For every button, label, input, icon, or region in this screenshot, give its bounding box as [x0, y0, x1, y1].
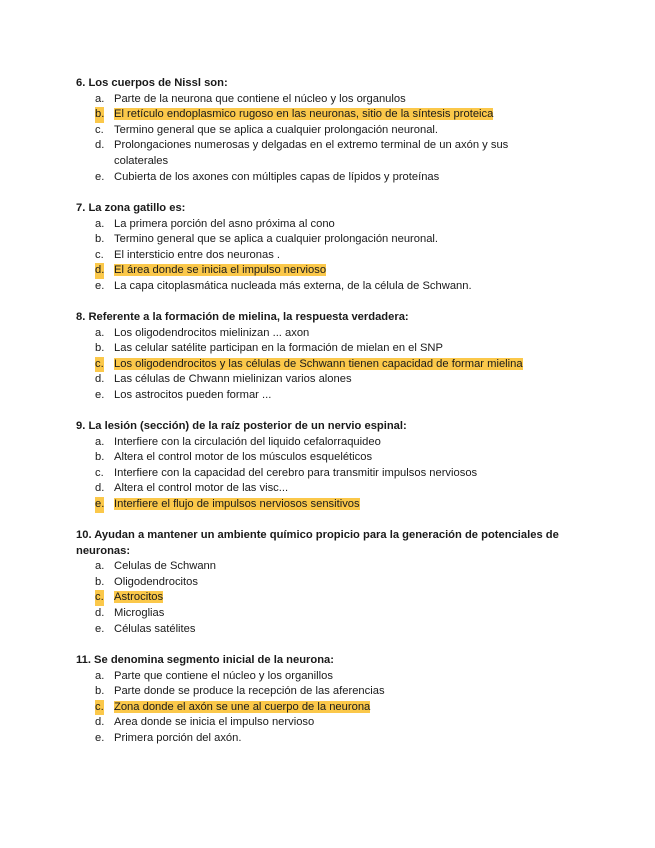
option-text: Cubierta de los axones con múltiples capas de lípidos y proteínas: [114, 170, 440, 183]
option-a: a. Parte que contiene el núcleo y los organillos: [95, 669, 333, 682]
option-d: d. Altera el control motor de las visc...: [95, 482, 289, 495]
question-10: [76, 528, 576, 637]
option-text: Parte donde se produce la recepción de las aferencias: [114, 685, 385, 698]
option-list: [76, 669, 576, 747]
option-list: [76, 435, 576, 513]
question-6: [76, 76, 576, 185]
question-11: [76, 653, 576, 747]
option-text: Interfiere con la capacidad del cerebro para transmitir impulsos nerviosos: [114, 466, 478, 479]
option-b: b. Oligodendrocitos: [95, 575, 198, 588]
option-e: e. La capa citoplasmática nucleada más externa, de la célula de Schwann.: [95, 279, 472, 292]
option-list: [76, 326, 576, 404]
option-text: Los oligodendrocitos mielinizan ... axon: [114, 326, 310, 339]
option-b: b. Parte donde se produce la recepción de las aferencias: [95, 685, 385, 698]
option-e-highlighted: e. Interfiere el flujo de impulsos nerviosos sensitivos: [76, 497, 576, 513]
option-c: c. Termino general que se aplica a cualquier prolongación neuronal.: [95, 123, 439, 136]
option-text: Altera el control motor de los músculos esqueléticos: [114, 451, 373, 464]
option-text: Zona donde el axón se une al cuerpo de la neurona: [114, 700, 371, 713]
option-a: a. Los oligodendrocitos mielinizan ... axon: [95, 326, 310, 339]
question-title: 7. La zona gatillo es:: [76, 202, 186, 214]
option-d: d. Las células de Chwann mielinizan varios alones: [95, 373, 352, 386]
option-a: a. Parte de la neurona que contiene el núcleo y los organulos: [95, 92, 406, 105]
question-title: 11. Se denomina segmento inicial de la neurona:: [76, 654, 335, 666]
option-text: Astrocitos: [114, 591, 164, 604]
option-text: Interfiere el flujo de impulsos nerviosos sensitivos: [114, 497, 360, 510]
option-b: b. Las celular satélite participan en la formación de mielan en el SNP: [95, 342, 443, 355]
option-text: Células satélites: [114, 622, 196, 635]
question-9: [76, 419, 576, 513]
option-list: [76, 559, 576, 637]
option-text: Altera el control motor de las visc...: [114, 482, 289, 495]
question-title: 8. Referente a la formación de mielina, la respuesta verdadera:: [76, 311, 409, 323]
option-a: a. Celulas de Schwann: [95, 560, 216, 573]
option-text: Las celular satélite participan en la formación de mielan en el SNP: [114, 342, 443, 355]
option-text: Primera porción del axón.: [114, 731, 242, 744]
option-c-highlighted: c. Astrocitos: [76, 590, 576, 606]
option-e: e. Células satélites: [95, 622, 196, 635]
option-c: c. El intersticio entre dos neuronas .: [95, 248, 281, 261]
option-b: b. Altera el control motor de los músculos esqueléticos: [95, 451, 373, 464]
option-text: El intersticio entre dos neuronas .: [114, 248, 281, 261]
option-text: Parte de la neurona que contiene el núcleo y los organulos: [114, 92, 406, 105]
option-text: La capa citoplasmática nucleada más externa, de la célula de Schwann.: [114, 279, 472, 292]
option-text: Termino general que se aplica a cualquier prolongación neuronal.: [114, 123, 439, 136]
option-text: Parte que contiene el núcleo y los organillos: [114, 669, 333, 682]
option-text: El área donde se inicia el impulso nervioso: [114, 264, 327, 277]
option-text: Las células de Chwann mielinizan varios alones: [114, 373, 352, 386]
option-text: Los oligodendrocitos y las células de Schwann tienen capacidad de formar mielina: [114, 357, 523, 370]
option-d: d. Microglias: [95, 606, 165, 619]
option-c: c. Interfiere con la capacidad del cerebro para transmitir impulsos nerviosos: [95, 466, 478, 479]
question-title: 6. Los cuerpos de Nissl son:: [76, 77, 228, 89]
option-a: a. Interfiere con la circulación del liquido cefalorraquideo: [95, 435, 381, 448]
option-text: Los astrocitos pueden formar ...: [114, 388, 272, 401]
option-text: Microglias: [114, 606, 165, 619]
option-e: e. Cubierta de los axones con múltiples capas de lípidos y proteínas: [95, 170, 440, 183]
option-list: [76, 92, 576, 186]
option-text: El retículo endoplasmico rugoso en las neuronas, sitio de la síntesis proteica: [114, 108, 494, 121]
option-e: e. Primera porción del axón.: [95, 731, 242, 744]
question-title: 9. La lesión (sección) de la raíz posterior de un nervio espinal:: [76, 420, 407, 432]
option-text: La primera porción del asno próxima al cono: [114, 217, 335, 230]
option-d-highlighted: d. El área donde se inicia el impulso nervioso: [76, 263, 576, 279]
option-d: d. Area donde se inicia el impulso nervioso: [95, 716, 315, 729]
option-text: Termino general que se aplica a cualquier prolongación neuronal.: [114, 233, 439, 246]
option-c-highlighted: c. Zona donde el axón se une al cuerpo de la neurona: [76, 700, 576, 716]
option-text: Area donde se inicia el impulso nervioso: [114, 716, 315, 729]
option-c-highlighted: c. Los oligodendrocitos y las células de Schwann tienen capacidad de formar mielina: [76, 357, 576, 373]
option-text: Prolongaciones numerosas y delgadas en el extremo terminal de un axón y sus colaterales: [114, 139, 509, 167]
question-8: [76, 310, 576, 404]
option-list: [76, 217, 576, 295]
option-e: e. Los astrocitos pueden formar ...: [95, 388, 272, 401]
option-b: b. Termino general que se aplica a cualquier prolongación neuronal.: [95, 233, 439, 246]
option-text: Celulas de Schwann: [114, 560, 216, 573]
option-b-highlighted: b. El retículo endoplasmico rugoso en las neuronas, sitio de la síntesis proteica: [76, 107, 576, 123]
option-text: Interfiere con la circulación del liquido cefalorraquideo: [114, 435, 381, 448]
option-text: Oligodendrocitos: [114, 575, 198, 588]
question-title: 10. Ayudan a mantener un ambiente químico propicio para la generación de potenciales de neuronas:: [76, 529, 559, 557]
question-7: [76, 201, 576, 295]
option-d: d. Prolongaciones numerosas y delgadas en el extremo terminal de un axón y sus colaterales: [95, 139, 509, 167]
option-a: a. La primera porción del asno próxima al cono: [95, 217, 335, 230]
